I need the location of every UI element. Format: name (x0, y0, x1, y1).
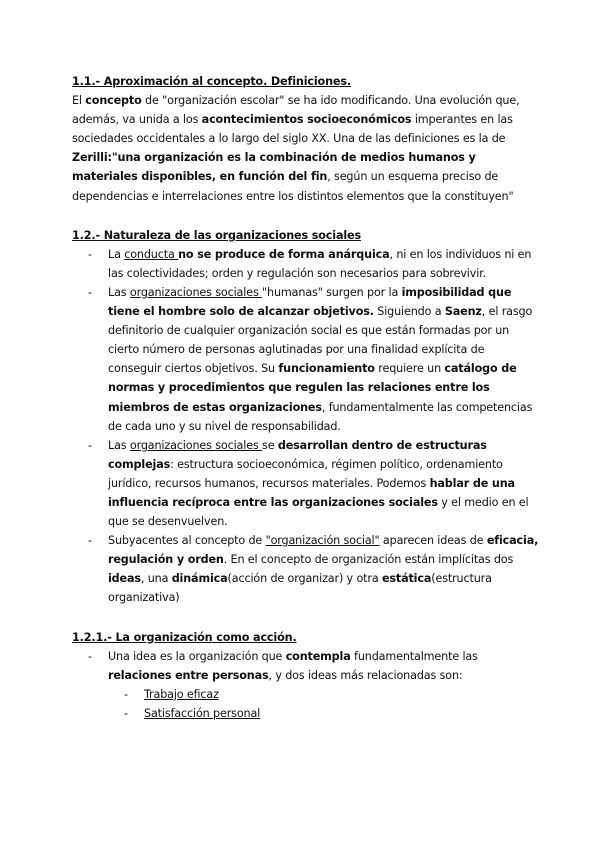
text: , y dos ideas más relacionadas son: (268, 668, 463, 682)
text: (estructura organizativa) (108, 572, 492, 605)
text-bold: catálogo de normas y procedimientos que regulen las relaciones entre los miembros de estas organizaciones (108, 362, 517, 414)
spacer (72, 608, 540, 628)
text: Las (108, 438, 130, 452)
section-heading-1-1: 1.1.- Aproximación al concepto. Definiciones. (72, 75, 351, 88)
text: , el rasgo definitorio de cualquier organización social es que están formadas por un cierto número de personas aglutinadas por una finalidad explícita de conseguir ciertos objetivos. Su (108, 305, 533, 376)
text: , según un esquema preciso de dependencias e interrelaciones entre los distintos elementos que la constituyen" (72, 170, 514, 203)
text: (acción de organizar) y otra (227, 572, 382, 586)
text: La (108, 247, 125, 261)
list-item (72, 283, 540, 436)
text-bold: eficacia, regulación y orden (108, 534, 539, 567)
text: , una (140, 572, 172, 586)
sub-list-item (110, 704, 540, 723)
text-bold: Zerilli (72, 151, 108, 165)
text-bold: Saenz (444, 305, 482, 319)
text-bold: no se produce de forma anárquica (178, 247, 390, 261)
text-underlined: conducta (124, 247, 179, 261)
text: El (72, 94, 86, 108)
text-bold: estática (381, 572, 432, 586)
text: : estructura socioeconómica, régimen político, ordenamiento jurídico, recursos humanos, recursos materiales. Podemos (108, 457, 503, 490)
section-heading-1-2-1: 1.2.1.- La organización como acción. (72, 630, 297, 644)
text-underlined: organizaciones sociales (129, 438, 263, 452)
text-underlined: Trabajo eficaz (144, 687, 219, 701)
spacer (72, 206, 540, 226)
text: Subyacentes al concepto de (108, 534, 266, 548)
text: , ni en los individuos ni en las colectividades; orden y regulación son necesarios para sobrevivir. (108, 247, 532, 280)
text-underlined: "organización social" (265, 534, 380, 548)
text-bold: contempla (285, 649, 351, 663)
paragraph-concept (72, 91, 540, 206)
text: . En el concepto de organización están implícitas dos (223, 553, 514, 567)
text: , fundamentalmente las competencias de cada uno y su nivel de responsabilidad. (108, 400, 533, 433)
list-item (72, 436, 540, 531)
text-bold: funcionamiento (278, 362, 375, 376)
text-underlined: organizaciones sociales (129, 285, 263, 299)
text-underlined: Satisfacción personal (144, 706, 261, 720)
text-bold: concepto (85, 94, 142, 108)
text-bold: desarrollan dentro de estructuras complejas (108, 438, 487, 471)
text: Siguiendo a (373, 305, 445, 319)
list-item (72, 647, 540, 685)
text: Una idea es la organización que (108, 649, 286, 663)
text: de "organización escolar" se ha ido modificando. Una evolución que, además, va unida a los (72, 94, 520, 127)
list-naturaleza (72, 245, 540, 608)
list-organizacion-accion (72, 647, 540, 685)
text-bold: relaciones entre personas (108, 668, 269, 682)
text-bold: hablar de una influencia recíproca entre las organizaciones sociales (108, 476, 515, 509)
section-heading-1-2: 1.2.- Naturaleza de las organizaciones sociales (72, 228, 361, 242)
text-bold: ideas (108, 572, 141, 586)
text: Las (108, 285, 130, 299)
text-bold: acontecimientos socioeconómicos (201, 113, 412, 127)
text: "humanas" surgen por la (262, 285, 402, 299)
sub-list (72, 685, 540, 723)
text-bold: :"una organización es la combinación de medios humanos y materiales disponibles, en función del fin (72, 151, 476, 184)
list-item (72, 531, 540, 607)
text: aparecen ideas de (379, 534, 487, 548)
text-bold: imposibilidad que tiene el hombre solo de alcanzar objetivos. (108, 285, 512, 319)
text: requiere un (374, 362, 445, 376)
text: y el medio en el que se desenvuelven. (108, 495, 529, 529)
text-bold: dinámica (171, 572, 228, 586)
text: fundamentalmente las (350, 649, 478, 663)
text: se (262, 438, 278, 452)
text: imperantes en las sociedades occidentales a lo largo del siglo XX. Una de las definiciones es la de (72, 113, 513, 146)
list-item (72, 245, 540, 283)
sub-list-item (110, 685, 540, 704)
